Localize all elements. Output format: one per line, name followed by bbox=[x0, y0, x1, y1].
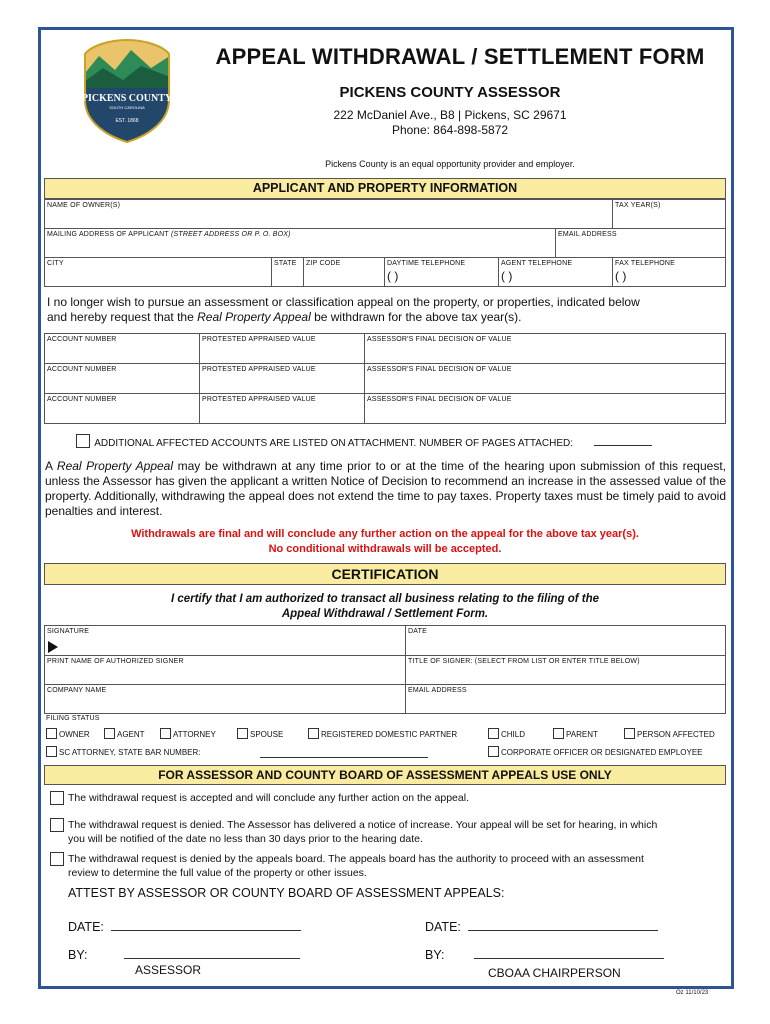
corporate-officer-label: CORPORATE OFFICER OR DESIGNATED EMPLOYEE bbox=[501, 748, 703, 757]
withdrawal-notice bbox=[45, 459, 726, 519]
agent-telephone-field[interactable] bbox=[499, 258, 613, 287]
statement-emphasis: Real Property Appeal bbox=[197, 310, 311, 324]
denied-assessor-line-2: you will be notified of the date no less than 30 days prior to the hearing date. bbox=[68, 833, 423, 845]
print-name-field[interactable] bbox=[45, 656, 406, 685]
corporate-officer-checkbox[interactable] bbox=[488, 746, 499, 757]
final-decision-label: ASSESSOR'S FINAL DECISION OF VALUE bbox=[367, 366, 512, 373]
filing-status-label: FILING STATUS bbox=[46, 715, 100, 722]
pickens-county-logo bbox=[81, 38, 173, 144]
signature-arrow-icon bbox=[48, 641, 58, 653]
owner-name-label: NAME OF OWNER(S) bbox=[47, 202, 121, 209]
phone-line: Phone: 864-898-5872 bbox=[391, 123, 509, 137]
notice-text-a: A bbox=[45, 459, 57, 473]
child-checkbox[interactable] bbox=[488, 728, 499, 739]
option-denied-board bbox=[50, 852, 726, 880]
sc-attorney-option[interactable] bbox=[46, 746, 201, 757]
board-by-label: BY: bbox=[425, 948, 445, 962]
denied-board-checkbox[interactable] bbox=[50, 852, 64, 866]
tax-year-field[interactable] bbox=[613, 200, 726, 229]
agent-area-code: ( ) bbox=[501, 269, 513, 283]
spouse-checkbox[interactable] bbox=[237, 728, 248, 739]
final-decision-label: ASSESSOR'S FINAL DECISION OF VALUE bbox=[367, 336, 512, 343]
spouse-option[interactable] bbox=[237, 728, 283, 739]
board-date-field[interactable] bbox=[468, 919, 658, 931]
option-accepted bbox=[50, 791, 726, 805]
partner-option[interactable] bbox=[308, 728, 457, 739]
form-title: APPEAL WITHDRAWAL / SETTLEMENT FORM bbox=[215, 44, 705, 69]
withdrawal-warning bbox=[44, 527, 726, 557]
account-number-field[interactable] bbox=[45, 394, 200, 424]
equal-opportunity-note: Pickens County is an equal opportunity provider and employer. bbox=[325, 159, 575, 169]
accepted-label: The withdrawal request is accepted and will conclude any further action on the appeal. bbox=[68, 792, 469, 804]
bar-number-field[interactable] bbox=[260, 746, 428, 758]
assessor-signature-field[interactable] bbox=[124, 947, 300, 959]
spouse-label: SPOUSE bbox=[250, 730, 284, 739]
final-decision-label: ASSESSOR'S FINAL DECISION OF VALUE bbox=[367, 396, 512, 403]
accounts-table bbox=[44, 333, 726, 424]
mailing-address-field[interactable] bbox=[45, 229, 556, 258]
notice-emphasis: Real Property Appeal bbox=[56, 459, 174, 473]
parent-label: PARENT bbox=[566, 730, 598, 739]
agent-telephone-label: AGENT TELEPHONE bbox=[501, 260, 573, 267]
agent-option[interactable] bbox=[104, 728, 145, 739]
attorney-option[interactable] bbox=[160, 728, 216, 739]
account-row bbox=[45, 334, 726, 364]
company-name-label: COMPANY NAME bbox=[47, 687, 107, 694]
final-decision-field[interactable] bbox=[365, 364, 726, 394]
statement-line-2 bbox=[47, 310, 727, 325]
mailing-address-label: MAILING ADDRESS OF APPLICANT bbox=[47, 231, 169, 238]
board-date-label: DATE: bbox=[425, 920, 461, 934]
daytime-telephone-field[interactable] bbox=[385, 258, 499, 287]
account-row bbox=[45, 364, 726, 394]
accepted-checkbox[interactable] bbox=[50, 791, 64, 805]
daytime-area-code: ( ) bbox=[387, 269, 399, 283]
denied-board-line-2: review to determine the full value of the property or other issues. bbox=[68, 867, 367, 879]
city-field[interactable] bbox=[45, 258, 272, 287]
account-row bbox=[45, 394, 726, 424]
fax-area-code: ( ) bbox=[615, 269, 627, 283]
email-address-field[interactable] bbox=[555, 229, 725, 258]
print-name-label: PRINT NAME OF AUTHORIZED SIGNER bbox=[47, 658, 184, 665]
applicant-table bbox=[44, 199, 726, 287]
sc-attorney-checkbox[interactable] bbox=[46, 746, 57, 757]
attachment-row bbox=[76, 434, 716, 449]
final-decision-field[interactable] bbox=[365, 334, 726, 364]
protested-value-label: PROTESTED APPRAISED VALUE bbox=[202, 336, 316, 343]
date-label: DATE bbox=[408, 628, 427, 635]
owner-checkbox[interactable] bbox=[46, 728, 57, 739]
person-affected-label: PERSON AFFECTED bbox=[637, 730, 715, 739]
certification-line-2: Appeal Withdrawal / Settlement Form. bbox=[281, 608, 489, 620]
zip-code-label: ZIP CODE bbox=[306, 260, 341, 267]
board-date-row bbox=[425, 919, 658, 934]
applicant-section-heading: APPLICANT AND PROPERTY INFORMATION bbox=[44, 178, 726, 199]
office-address bbox=[180, 108, 720, 138]
assessor-by-row bbox=[68, 947, 300, 962]
mailing-address-hint: (STREET ADDRESS OR P. O. BOX) bbox=[170, 231, 291, 238]
certification-statement bbox=[44, 592, 726, 622]
board-signature-field[interactable] bbox=[474, 947, 664, 959]
parent-option[interactable] bbox=[553, 728, 598, 739]
protested-value-field[interactable] bbox=[200, 394, 365, 424]
logo-name: PICKENS COUNTY bbox=[81, 93, 173, 104]
notice-text: may be withdrawn at any time prior to or at the time of the hearing upon submission of this request, unless the Assessor has given the applicant a written Notice of Decision to recommend an increase in the assessed value of the property. Additionally, withdrawing the appeal does not extend the time to pay taxes. Property taxes must be timely paid to avoid penalties and interest. bbox=[45, 459, 726, 518]
account-number-label: ACCOUNT NUMBER bbox=[47, 396, 117, 403]
chairperson-caption: CBOAA CHAIRPERSON bbox=[488, 966, 621, 980]
pages-attached-field[interactable] bbox=[594, 436, 652, 446]
signature-label: SIGNATURE bbox=[47, 628, 90, 635]
board-by-row bbox=[425, 947, 664, 962]
child-option[interactable] bbox=[488, 728, 525, 739]
denied-assessor-checkbox[interactable] bbox=[50, 818, 64, 832]
signature-field[interactable] bbox=[45, 626, 406, 656]
partner-checkbox[interactable] bbox=[308, 728, 319, 739]
assessor-caption: ASSESSOR bbox=[135, 963, 202, 977]
partner-label: REGISTERED DOMESTIC PARTNER bbox=[321, 730, 458, 739]
daytime-telephone-label: DAYTIME TELEPHONE bbox=[387, 260, 466, 267]
certification-table bbox=[44, 625, 726, 714]
statement-text-end: be withdrawn for the above tax year(s). bbox=[310, 310, 522, 324]
parent-checkbox[interactable] bbox=[553, 728, 564, 739]
city-label: CITY bbox=[47, 260, 64, 267]
logo-state: SOUTH CAROLINA bbox=[109, 105, 145, 110]
protested-value-field[interactable] bbox=[200, 364, 365, 394]
attest-heading: ATTEST BY ASSESSOR OR COUNTY BOARD OF ASSESSMENT APPEALS: bbox=[68, 886, 505, 900]
address-line: 222 McDaniel Ave., B8 | Pickens, SC 29671 bbox=[333, 108, 567, 122]
sc-attorney-label: SC ATTORNEY, STATE BAR NUMBER: bbox=[59, 748, 201, 757]
assessor-date-field[interactable] bbox=[111, 919, 301, 931]
person-affected-checkbox[interactable] bbox=[624, 728, 635, 739]
account-number-field[interactable] bbox=[45, 334, 200, 364]
final-decision-field[interactable] bbox=[365, 394, 726, 424]
state-field[interactable] bbox=[272, 258, 304, 287]
corporate-officer-option[interactable] bbox=[488, 746, 703, 757]
person-affected-option[interactable] bbox=[624, 728, 715, 739]
account-number-label: ACCOUNT NUMBER bbox=[47, 366, 117, 373]
warning-line-2: No conditional withdrawals will be accepted. bbox=[268, 543, 502, 555]
state-label: STATE bbox=[274, 260, 297, 267]
certification-heading: CERTIFICATION bbox=[44, 563, 726, 585]
signer-email-label: EMAIL ADDRESS bbox=[408, 687, 467, 694]
filing-status-row-2 bbox=[46, 746, 726, 760]
company-name-field[interactable] bbox=[45, 685, 406, 714]
attachment-label: ADDITIONAL AFFECTED ACCOUNTS ARE LISTED ON ATTACHMENT. NUMBER OF PAGES ATTACHED: bbox=[94, 438, 573, 449]
account-number-field[interactable] bbox=[45, 364, 200, 394]
attorney-label: ATTORNEY bbox=[173, 730, 216, 739]
signer-title-field[interactable] bbox=[406, 656, 726, 685]
logo-est: EST. 1868 bbox=[115, 118, 139, 124]
warning-line-1: Withdrawals are final and will conclude any further action on the appeal for the above tax year(s). bbox=[131, 528, 639, 540]
form-subtitle: PICKENS COUNTY ASSESSOR bbox=[339, 84, 561, 101]
certification-line-1: I certify that I am authorized to transact all business relating to the filing of the bbox=[170, 593, 600, 605]
protested-value-label: PROTESTED APPRAISED VALUE bbox=[202, 396, 316, 403]
assessor-date-row bbox=[68, 919, 301, 934]
denied-assessor-line-1: The withdrawal request is denied. The Assessor has delivered a notice of increase. Your appeal will be set for hearing, in which bbox=[68, 819, 658, 831]
agent-checkbox[interactable] bbox=[104, 728, 115, 739]
signer-email-field[interactable] bbox=[406, 685, 726, 714]
assessor-date-label: DATE: bbox=[68, 920, 104, 934]
protested-value-label: PROTESTED APPRAISED VALUE bbox=[202, 366, 316, 373]
attorney-checkbox[interactable] bbox=[160, 728, 171, 739]
agent-label: AGENT bbox=[117, 730, 145, 739]
child-label: CHILD bbox=[501, 730, 526, 739]
assessor-by-label: BY: bbox=[68, 948, 88, 962]
date-field[interactable] bbox=[406, 626, 726, 656]
owner-label: OWNER bbox=[59, 730, 90, 739]
account-number-label: ACCOUNT NUMBER bbox=[47, 336, 117, 343]
denied-board-line-1: The withdrawal request is denied by the appeals board. The appeals board has the authority to proceed with an assessment bbox=[68, 853, 644, 865]
fax-telephone-field[interactable] bbox=[613, 258, 726, 287]
zip-code-field[interactable] bbox=[304, 258, 385, 287]
withdrawal-statement bbox=[47, 295, 727, 325]
owner-option[interactable] bbox=[46, 728, 90, 739]
option-denied-assessor bbox=[50, 818, 726, 846]
office-use-heading: FOR ASSESSOR AND COUNTY BOARD OF ASSESSMENT APPEALS USE ONLY bbox=[44, 765, 726, 785]
revision-note: Oz 11/10/23 bbox=[676, 990, 709, 996]
signer-title-label: TITLE OF SIGNER: (SELECT FROM LIST OR ENTER TITLE BELOW) bbox=[408, 658, 640, 665]
owner-name-field[interactable] bbox=[45, 200, 613, 229]
attachment-checkbox[interactable] bbox=[76, 434, 90, 448]
fax-telephone-label: FAX TELEPHONE bbox=[615, 260, 676, 267]
email-address-label: EMAIL ADDRESS bbox=[557, 231, 617, 238]
tax-year-label: TAX YEAR(S) bbox=[615, 202, 661, 209]
statement-text: and hereby request that the bbox=[47, 310, 198, 324]
filing-status-row-1 bbox=[46, 728, 726, 742]
protested-value-field[interactable] bbox=[200, 334, 365, 364]
statement-line-1: I no longer wish to pursue an assessment or classification appeal on the property, or properties, indicated below bbox=[47, 295, 640, 309]
